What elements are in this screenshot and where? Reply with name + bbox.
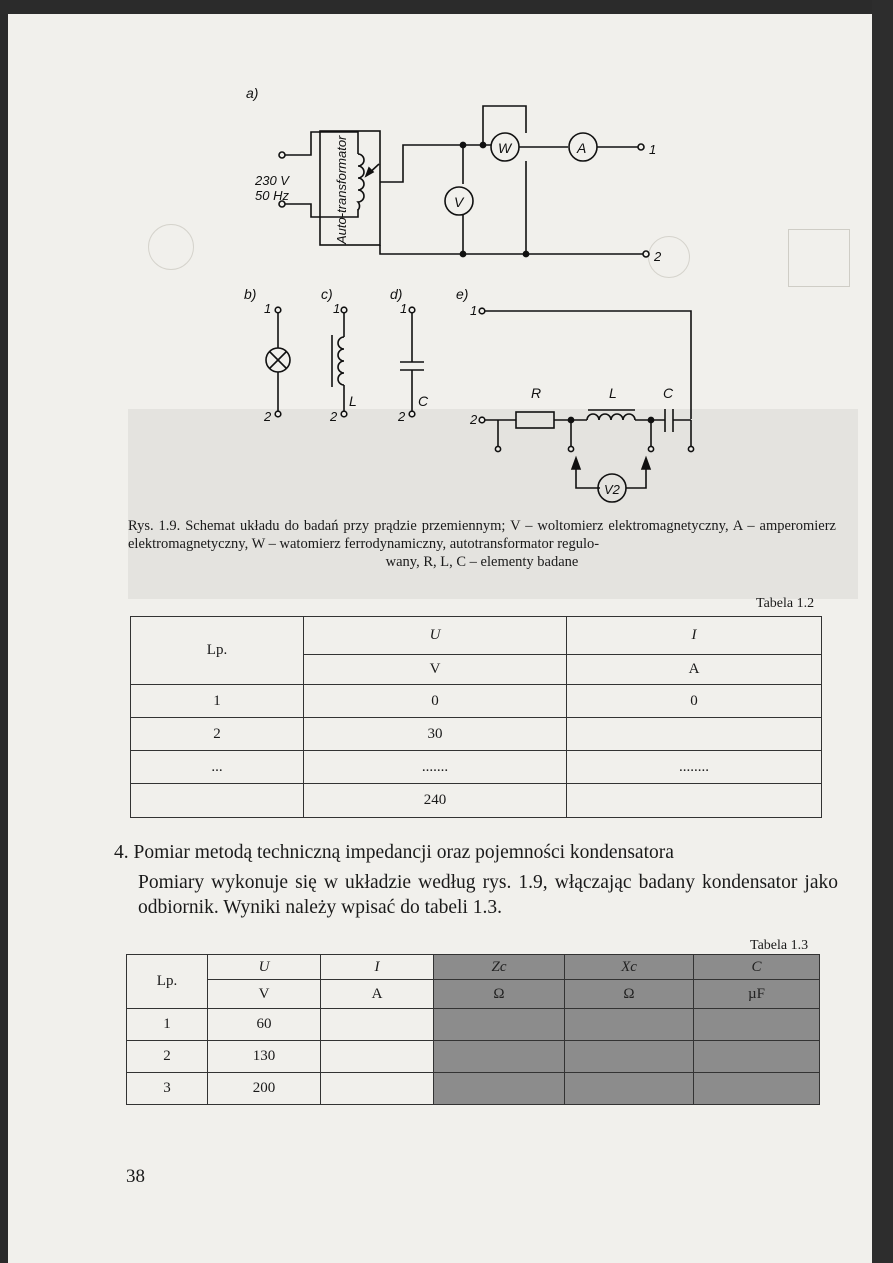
- col-c-header: C: [694, 955, 820, 980]
- caption-main: Rys. 1.9. Schemat układu do badań przy prądzie przemiennym; V – woltomierz elektromagnetyczny, A – amperomierz elektromagnetyczny, W – watomierz ferrodynamiczny, autotransformator regulo-: [128, 518, 836, 552]
- page-number: 38: [126, 1166, 145, 1187]
- cell-u: 130: [208, 1041, 321, 1073]
- col-lp-header: Lp.: [131, 617, 304, 685]
- cell-zc: [434, 1073, 565, 1105]
- cell-lp: 2: [131, 718, 304, 751]
- scan-right-edge: [872, 0, 893, 1263]
- table-1-3-label: Tabela 1.3: [750, 938, 809, 953]
- cell-lp: 3: [127, 1073, 208, 1105]
- cell-i: [567, 784, 822, 818]
- e-capacitor-label: C: [663, 385, 674, 401]
- cell-i: [321, 1073, 434, 1105]
- col-lp-header: Lp.: [127, 955, 208, 1009]
- cell-xc: [565, 1009, 694, 1041]
- caption-last-line: wany, R, L, C – elementy badane: [385, 554, 579, 570]
- col-i-header: I: [567, 617, 822, 655]
- section-heading: 4. Pomiar metodą techniczną impedancji oraz pojemności kondensatora: [114, 842, 674, 863]
- col-u-header: U: [208, 955, 321, 980]
- figure-caption: [128, 517, 836, 571]
- cell-lp: 2: [127, 1041, 208, 1073]
- e-resistor-label: R: [531, 385, 542, 401]
- col-zc-unit: Ω: [434, 980, 565, 1009]
- cell-xc: [565, 1073, 694, 1105]
- e-terminal-1: 1: [470, 303, 478, 318]
- source-frequency: 50 Hz: [255, 188, 289, 203]
- b-terminal-2: 2: [264, 409, 272, 424]
- cell-zc: [434, 1009, 565, 1041]
- fig-label-c: c): [321, 286, 333, 302]
- circuit-diagram: [8, 14, 872, 514]
- e-inductor-label: L: [609, 385, 617, 401]
- book-page: [8, 14, 872, 1263]
- cell-u: 30: [304, 718, 567, 751]
- scan-top-edge: [0, 0, 893, 14]
- fig-label-b: b): [244, 286, 257, 302]
- table-row: [131, 685, 822, 718]
- cell-u: 0: [304, 685, 567, 718]
- d-terminal-1: 1: [400, 301, 408, 316]
- cell-u: 60: [208, 1009, 321, 1041]
- fig-label-a: a): [246, 85, 259, 101]
- c-inductor-label: L: [349, 393, 357, 409]
- table-1-2: [130, 616, 822, 818]
- cell-xc: [565, 1041, 694, 1073]
- cell-lp: 1: [127, 1009, 208, 1041]
- cell-c: [694, 1041, 820, 1073]
- cell-i: ........: [567, 751, 822, 784]
- fig-label-e: e): [456, 286, 469, 302]
- table-row: [127, 1041, 820, 1073]
- cell-lp: ...: [131, 751, 304, 784]
- autotransformer-label: Auto-transformator: [334, 135, 349, 244]
- c-terminal-2: 2: [330, 409, 338, 424]
- cell-u: 240: [304, 784, 567, 818]
- cell-c: [694, 1009, 820, 1041]
- cell-u: 200: [208, 1073, 321, 1105]
- col-c-unit: µF: [694, 980, 820, 1009]
- cell-lp: 1: [131, 685, 304, 718]
- col-u-header: U: [304, 617, 567, 655]
- table-1-3: [126, 954, 820, 1105]
- voltmeter-symbol: V: [454, 194, 464, 210]
- table-row: [127, 1073, 820, 1105]
- d-capacitor-label: C: [418, 393, 429, 409]
- col-zc-header: Zc: [434, 955, 565, 980]
- table-1-2-label: Tabela 1.2: [756, 596, 815, 611]
- table-row: [131, 718, 822, 751]
- col-xc-header: Xc: [565, 955, 694, 980]
- cell-lp: [131, 784, 304, 818]
- c-terminal-1: 1: [333, 301, 341, 316]
- col-i-unit: A: [321, 980, 434, 1009]
- table-row: [127, 1009, 820, 1041]
- table-row: [131, 751, 822, 784]
- e-terminal-2: 2: [470, 412, 478, 427]
- col-u-unit: V: [208, 980, 321, 1009]
- cell-i: [321, 1009, 434, 1041]
- cell-i: [567, 718, 822, 751]
- section-paragraph: Pomiary wykonuje się w układzie według rys. 1.9, włączając badany kondensator jako odbiornik. Wyniki należy wpisać do tabeli 1.3.: [138, 872, 838, 918]
- col-i-unit: A: [567, 655, 822, 685]
- cell-u: .......: [304, 751, 567, 784]
- cell-c: [694, 1073, 820, 1105]
- cell-i: 0: [567, 685, 822, 718]
- source-voltage: 230 V: [255, 173, 289, 188]
- col-xc-unit: Ω: [565, 980, 694, 1009]
- voltmeter-v2-symbol: V2: [604, 482, 620, 497]
- wattmeter-symbol: W: [498, 140, 512, 156]
- ammeter-symbol: A: [577, 140, 587, 156]
- table-row: [131, 784, 822, 818]
- terminal-2-label: 2: [654, 249, 662, 264]
- col-u-unit: V: [304, 655, 567, 685]
- fig-label-d: d): [390, 286, 403, 302]
- d-terminal-2: 2: [398, 409, 406, 424]
- b-terminal-1: 1: [264, 301, 272, 316]
- cell-i: [321, 1041, 434, 1073]
- cell-zc: [434, 1041, 565, 1073]
- col-i-header: I: [321, 955, 434, 980]
- terminal-1-label: 1: [649, 142, 657, 157]
